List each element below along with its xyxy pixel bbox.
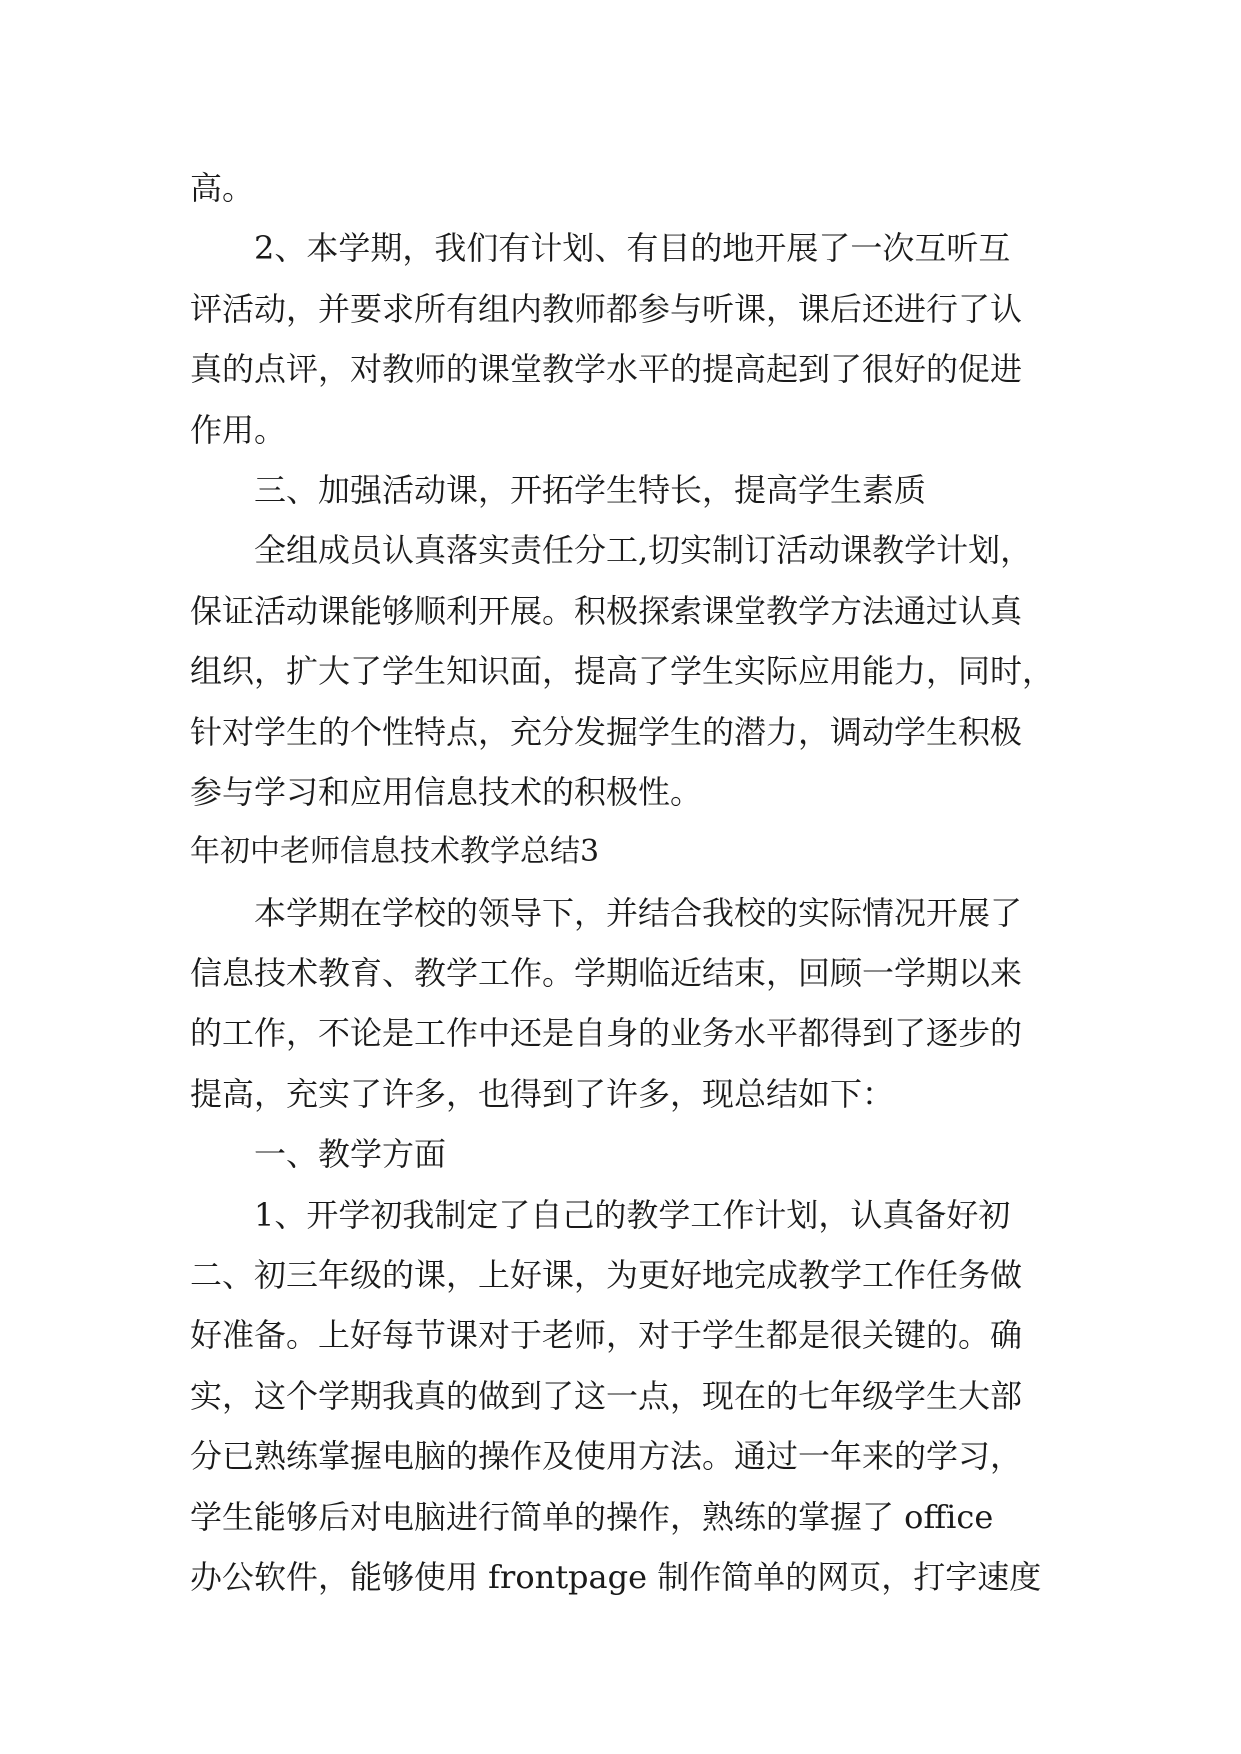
text-line: 分已熟练掌握电脑的操作及使用方法。通过一年来的学习， xyxy=(190,1437,1023,1476)
section-heading: 三、加强活动课，开拓学生特长，提高学生素质 xyxy=(254,470,927,509)
text-line: 实，这个学期我真的做到了这一点，现在的七年级学生大部 xyxy=(190,1376,1023,1415)
text-line: 2、本学期，我们有计划、有目的地开展了一次互听互 xyxy=(254,229,1011,268)
document-title: 年初中老师信息技术教学总结3 xyxy=(190,834,600,870)
text-line: 信息技术教育、教学工作。学期临近结束，回顾一学期以来 xyxy=(190,954,1023,993)
text-line: 针对学生的个性特点，充分发掘学生的潜力，调动学生积极 xyxy=(190,712,1023,751)
document-body xyxy=(190,158,1055,1607)
text-line: 提高，充实了许多，也得到了许多，现总结如下： xyxy=(190,1074,895,1113)
text-line: 作用。 xyxy=(190,410,287,449)
text-line: 本学期在学校的领导下，并结合我校的实际情况开展了 xyxy=(254,893,1023,932)
text-line: 参与学习和应用信息技术的积极性。 xyxy=(190,772,703,811)
text-line: 保证活动课能够顺利开展。积极探索课堂教学方法通过认真 xyxy=(190,591,1023,630)
text-line: 办公软件，能够使用 frontpage 制作简单的网页，打字速度 xyxy=(190,1557,1042,1596)
text-line: 的工作，不论是工作中还是自身的业务水平都得到了逐步的 xyxy=(190,1014,1023,1053)
text-line: 真的点评，对教师的课堂教学水平的提高起到了很好的促进 xyxy=(190,350,1023,389)
text-line: 组织，扩大了学生知识面，提高了学生实际应用能力，同时， xyxy=(190,652,1055,691)
text-line: 评活动，并要求所有组内教师都参与听课，课后还进行了认 xyxy=(190,289,1023,328)
text-line: 1、开学初我制定了自己的教学工作计划，认真备好初 xyxy=(254,1195,1011,1234)
text-line: 高。 xyxy=(190,169,255,207)
text-line: 全组成员认真落实责任分工,切实制订活动课教学计划， xyxy=(254,531,1033,570)
section-heading: 一、教学方面 xyxy=(254,1135,447,1174)
text-line: 二、初三年级的课，上好课，为更好地完成教学工作任务做 xyxy=(190,1256,1023,1295)
text-line: 学生能够后对电脑进行简单的操作，熟练的掌握了 office xyxy=(190,1497,994,1536)
text-line: 好准备。上好每节课对于老师，对于学生都是很关键的。确 xyxy=(190,1316,1023,1355)
